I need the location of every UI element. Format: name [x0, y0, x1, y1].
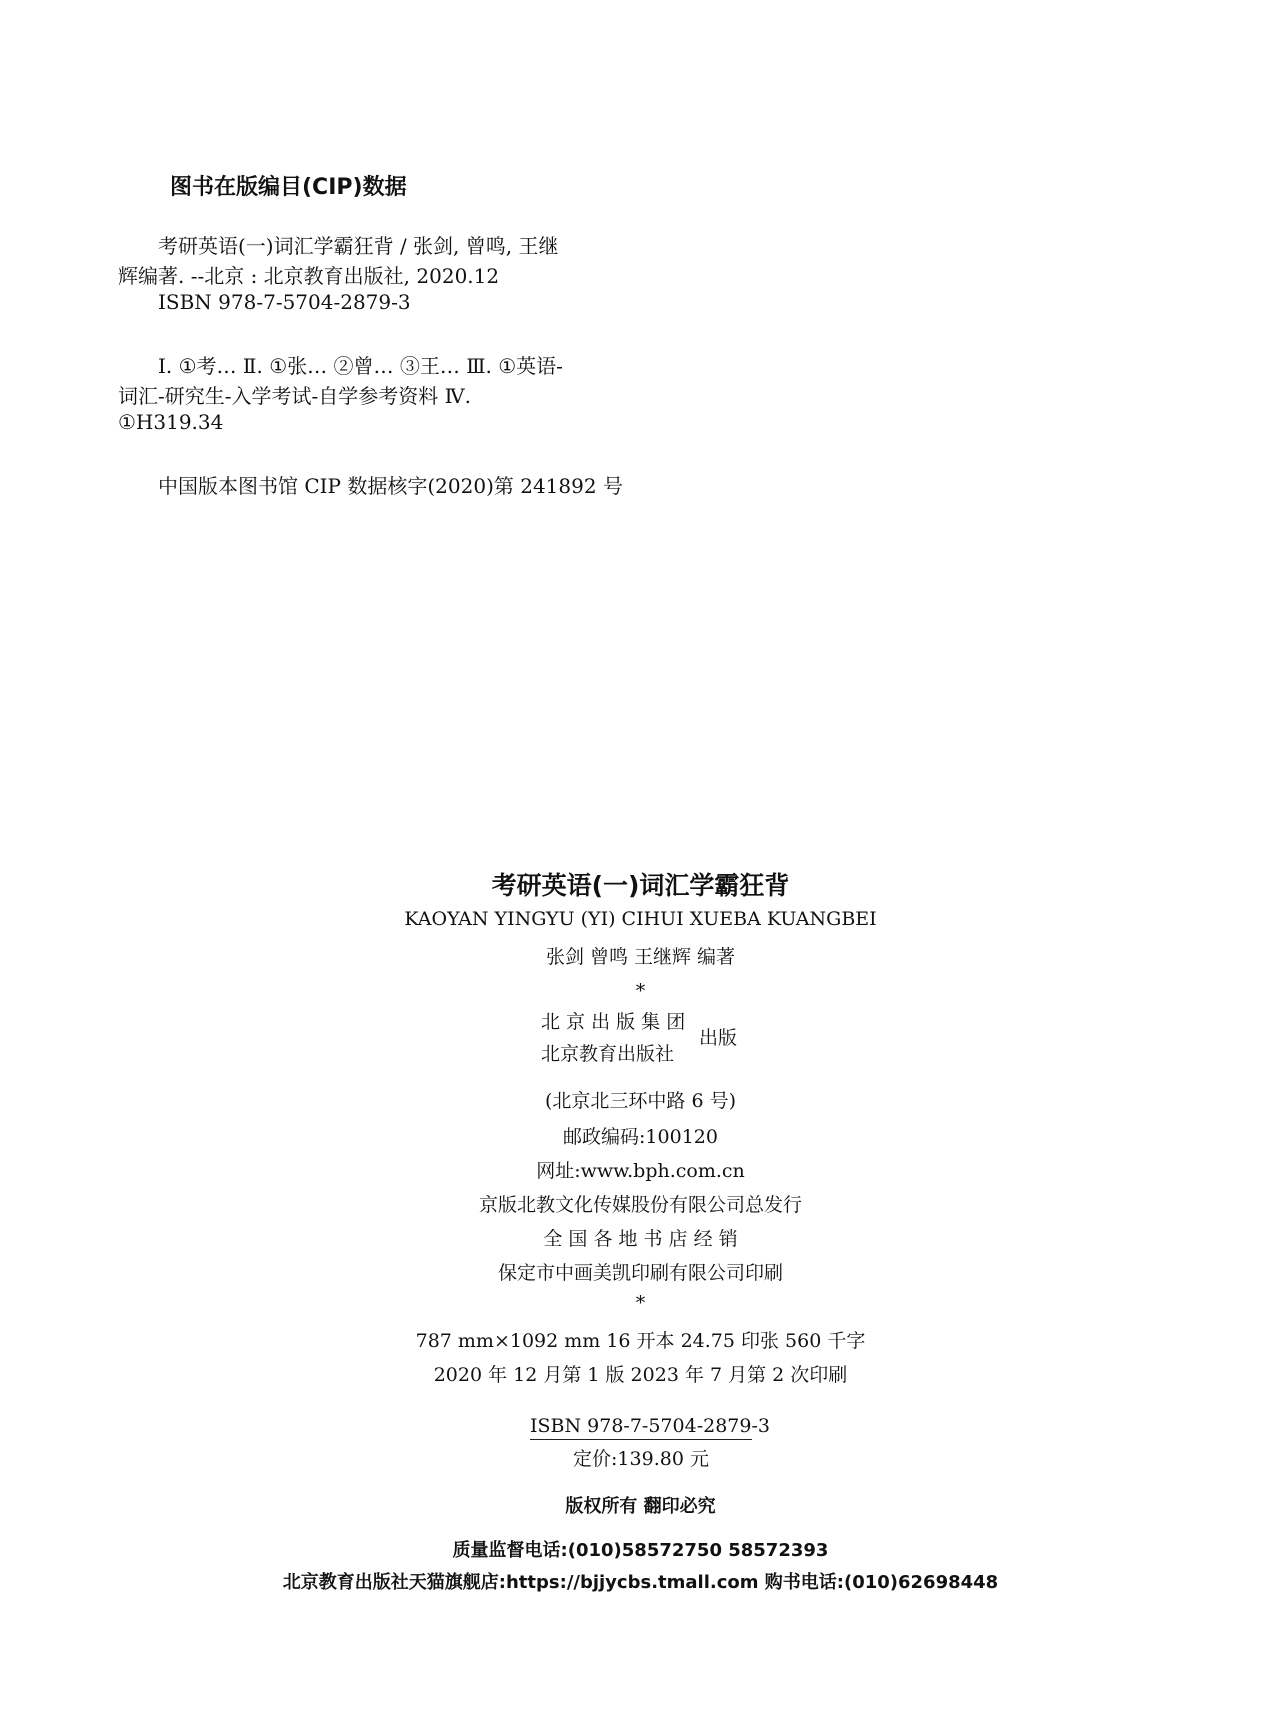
cip-data-record-note: 中国版本图书馆 CIP 数据核字(2020)第 241892 号: [158, 474, 623, 498]
quality-hotline: 质量监督电话:(010)58572750 58572393: [452, 1540, 829, 1561]
distributor: 京版北教文化传媒股份有限公司总发行: [478, 1194, 802, 1216]
book-specs: 787 mm×1092 mm 16 开本 24.75 印张 560 千字: [415, 1330, 866, 1352]
colophon-isbn: ISBN 978-7-5704-2879-3: [530, 1415, 752, 1440]
publisher: 北京教育出版社: [541, 1043, 675, 1065]
book-title-pinyin: KAOYAN YINGYU (YI) CIHUI XUEBA KUANGBEI: [404, 908, 877, 930]
publisher-group: 北 京 出 版 集 团: [541, 1011, 686, 1033]
cip-classification-line-3: ①H319.34: [118, 410, 224, 434]
retail-note: 全 国 各 地 书 店 经 销: [543, 1228, 738, 1250]
publisher-block: [541, 1006, 761, 1076]
publisher-address: (北京北三环中路 6 号): [545, 1090, 736, 1112]
publish-verb: 出版: [699, 1027, 738, 1049]
printer: 保定市中画美凯印刷有限公司印刷: [497, 1262, 783, 1284]
separator-1: *: [635, 980, 646, 1002]
store-and-phone: 北京教育出版社天猫旗舰店:https://bjjycbs.tmall.com 购书电话:(010)62698448: [282, 1572, 999, 1593]
cip-classification-line-2: 词汇-研究生-入学考试-自学参考资料 Ⅳ.: [118, 384, 471, 408]
cip-record-line-1: 考研英语(一)词汇学霸狂背 / 张剑, 曾鸣, 王继: [158, 234, 559, 258]
book-title: 考研英语(一)词汇学霸狂背: [491, 871, 790, 900]
edition-info: 2020 年 12 月第 1 版 2023 年 7 月第 2 次印刷: [433, 1364, 848, 1386]
price: 定价:139.80 元: [573, 1448, 709, 1470]
cip-classification-line-1: Ⅰ. ①考… Ⅱ. ①张… ②曾… ③王… Ⅲ. ①英语-: [158, 354, 563, 378]
postal-code: 邮政编码:100120: [563, 1126, 718, 1148]
cip-isbn: ISBN 978-7-5704-2879-3: [158, 290, 411, 314]
cip-title: 图书在版编目(CIP)数据: [170, 175, 407, 200]
cip-record-line-2: 辉编著. --北京 : 北京教育出版社, 2020.12: [118, 264, 500, 288]
copyright-notice: 版权所有 翻印必究: [565, 1496, 716, 1517]
website: 网址:www.bph.com.cn: [536, 1160, 745, 1182]
isbn-price-block: [530, 1415, 770, 1471]
separator-2: *: [635, 1292, 646, 1314]
authors: 张剑 曾鸣 王继辉 编著: [545, 946, 736, 968]
